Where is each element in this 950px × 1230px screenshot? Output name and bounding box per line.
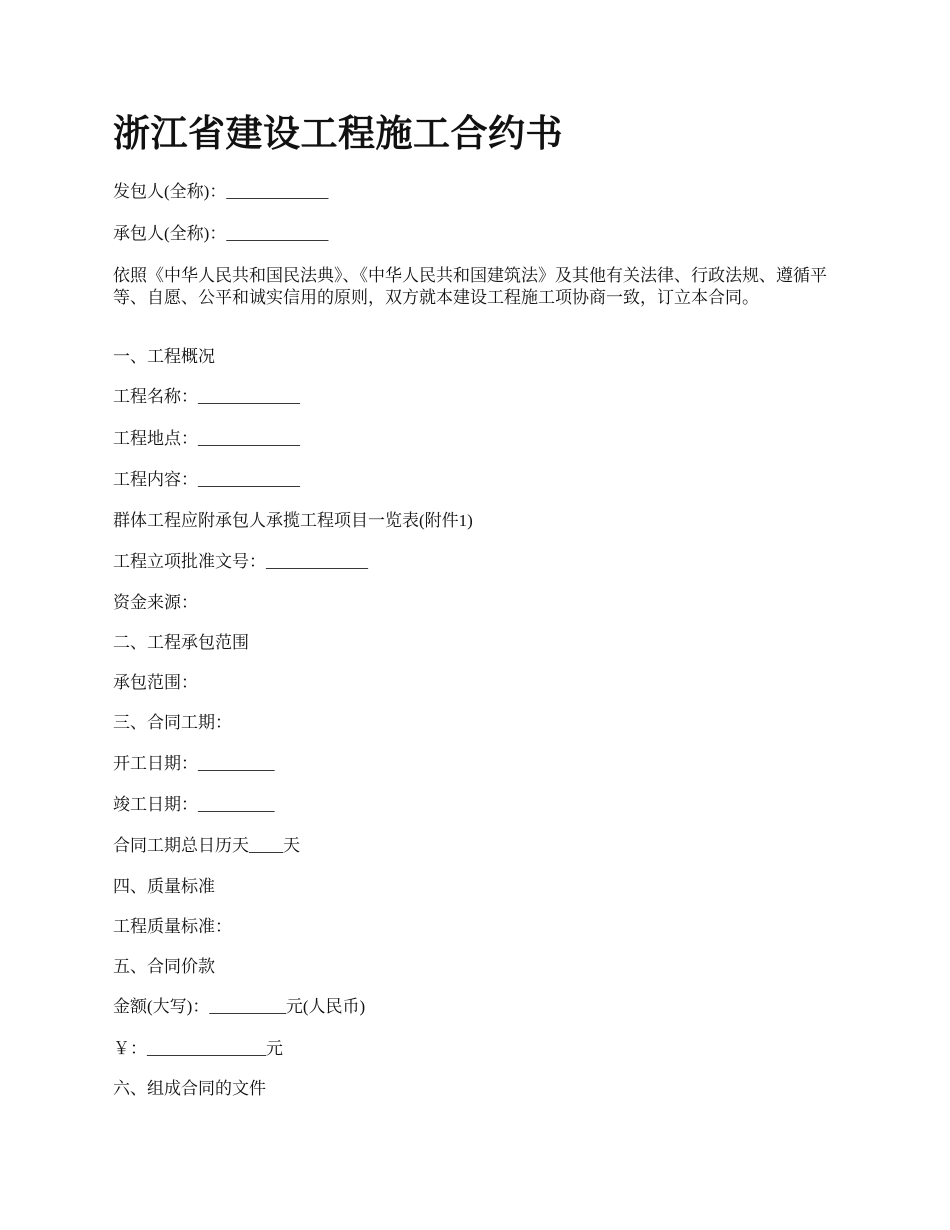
- project-name-line: 工程名称：____________: [113, 387, 300, 406]
- amount-in-figures-line: ￥：______________元: [113, 1039, 283, 1058]
- amount-in-words-line: 金额(大写)：_________元(人民币): [113, 997, 366, 1016]
- section-heading-contract-documents: 六、组成合同的文件: [113, 1079, 266, 1098]
- approval-number-line: 工程立项批准文号：____________: [113, 552, 368, 571]
- start-date-line: 开工日期：_________: [113, 754, 275, 773]
- section-heading-contract-scope: 二、工程承包范围: [113, 633, 249, 652]
- quality-standard-line: 工程质量标准：: [113, 917, 232, 936]
- completion-date-line: 竣工日期：_________: [113, 795, 275, 814]
- contract-scope-line: 承包范围：: [113, 673, 198, 692]
- section-heading-project-overview: 一、工程概况: [113, 347, 215, 366]
- project-location-line: 工程地点：____________: [113, 429, 300, 448]
- section-heading-contract-price: 五、合同价款: [113, 957, 215, 976]
- section-heading-quality-standard: 四、质量标准: [113, 877, 215, 896]
- section-heading-contract-period: 三、合同工期：: [113, 713, 232, 732]
- document-title: 浙江省建设工程施工合约书: [113, 114, 563, 155]
- group-project-attachment-line: 群体工程应附承包人承揽工程项目一览表(附件1): [113, 511, 473, 530]
- project-content-line: 工程内容：____________: [113, 470, 300, 489]
- intro-paragraph: 依照《中华人民共和国民法典》、《中华人民共和国建筑法》及其他有关法律、行政法规、遵循平等、自愿、公平和诚实信用的原则，双方就本建设工程施工项协商一致，订立本合同。: [113, 266, 827, 307]
- employer-line: 发包人(全称)：____________: [113, 182, 329, 201]
- funding-source-line: 资金来源：: [113, 593, 198, 612]
- contractor-line: 承包人(全称)：____________: [113, 224, 329, 243]
- total-calendar-days-line: 合同工期总日历天____天: [113, 836, 300, 855]
